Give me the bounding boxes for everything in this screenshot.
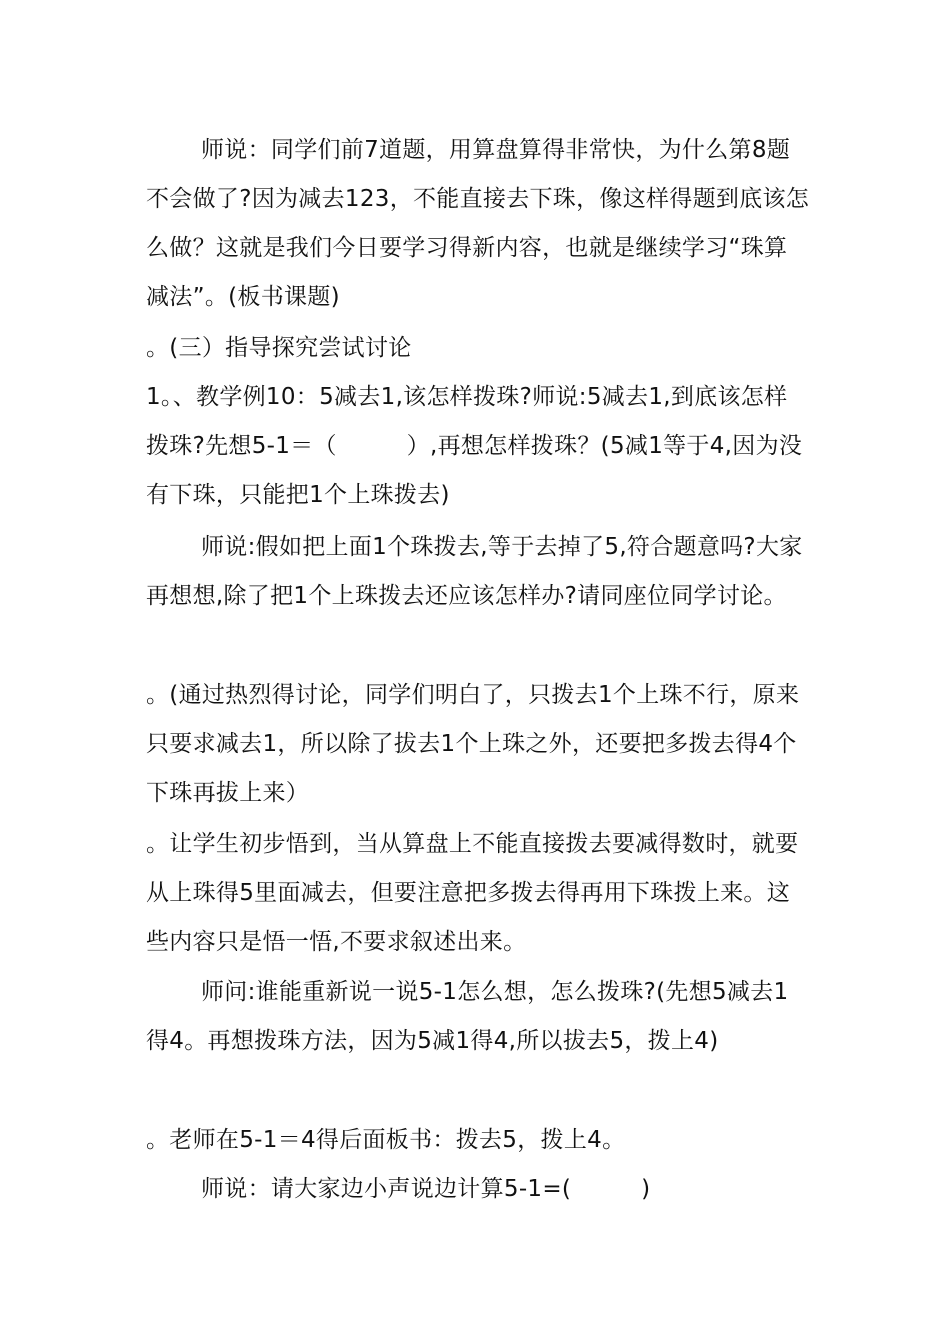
paragraph-teacher-asks: 师问:谁能重新说一说5-1怎么想，怎么拨珠?(先想5减去1得4。再想拨珠方法，因为5减1得4,所以拔去5，拨上4) xyxy=(146,979,789,1054)
paragraph-example-10: 1。、教学例10：5减去1,该怎样拨珠?师说:5减去1,到底该怎样拨珠?先想5-1＝（ ）,再想怎样拨珠？(5减1等于4,因为没有下珠，只能把1个上珠拨去) xyxy=(146,384,803,508)
paragraph-student-insight: 。让学生初步悟到，当从算盘上不能直接拨去要减得数时，就要从上珠得5里面减去，但要注意把多拨去得再用下珠拨上来。这些内容只是悟一悟,不要求叙述出来。 xyxy=(146,831,799,955)
paragraph-teacher-question-8: 师说：同学们前7道题，用算盘算得非常快，为什么第8题不会做了?因为减去123，不能直接去下珠，像这样得题到底该怎么做？这就是我们今日要学习得新内容，也就是继续学习“珠算减法”。(板书课题) xyxy=(146,137,810,310)
paragraph-board-writing: 。老师在5-1＝4得后面板书：拨去5，拨上4。 xyxy=(146,1127,626,1153)
paragraph-teacher-says-calc: 师说：请大家边小声说边计算5-1=( ) xyxy=(201,1176,651,1202)
paragraph-teacher-discussion: 师说:假如把上面1个珠拨去,等于去掉了5,符合题意吗?大家再想想,除了把1个上珠拨去还应该怎样办?请同座位同学讨论。 xyxy=(146,534,803,609)
paragraph-discussion-result: 。(通过热烈得讨论，同学们明白了，只拨去1个上珠不行，原来只要求减去1，所以除了拔去1个上珠之外，还要把多拨去得4个下珠再拔上来） xyxy=(146,682,800,806)
section-heading-three: 。(三）指导探究尝试讨论 xyxy=(146,335,412,361)
